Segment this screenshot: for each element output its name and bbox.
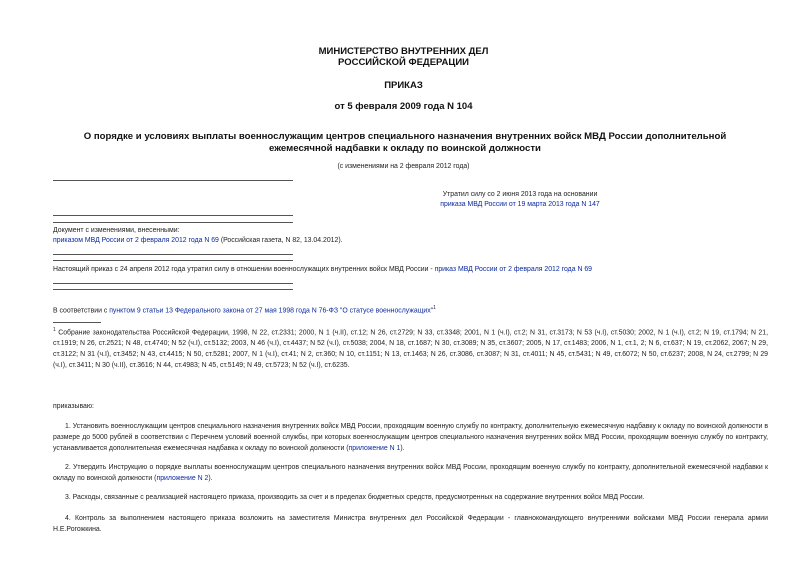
- footnote-text: Собрание законодательства Российской Федерации, 1998, N 22, ст.2331; 2000, N 1 (ч.II), ст.12; N 26, ст.2729; N 33, ст.3348; 2001, N 1 (ч.I), ст.2; N 31, ст.3173; N 53 (ч.I), ст.5030; 2002, N 1 (ч.I), ст.2; N 19, ст.1794; N 21, ст.1919; N 26, ст.2521; N 48, ст.4740; N 52 (ч.I), ст.5132; 2003, N 46 (ч.I), ст.4437; N 52 (ч.I), ст.5038; 2004, N 18, ст.1687; N 30, ст.3089; N 35, ст.3607; 2005, N 17, ст.1483; 2006, N 1, ст.1, 2; N 6, ст.637; N 19, ст.2062, 2067; N 29, ст.3122; N 31 (ч.I), ст.3452; N 43, ст.4415; N 50, ст.5281; 2007, N 1 (ч.I), ст.41; N 2, ст.360; N 10, ст.1151; N 13, ст.1463; N 26, ст.3086, ст.3087; N 31, ст.4011; N 45, ст.5431; N 49, ст.6072; N 50, ст.6237; 2008, N 24, ст.2799; N 29 (ч.I), ст.3411; N 30 (ч.II), ст.3616; N 44, ст.4983; N 45, ст.5149; N 49, ст.5723; N 52 (ч.I), ст.6235.: [53, 329, 768, 369]
- divider: [53, 289, 293, 290]
- basis-law-link[interactable]: пунктом 9 статьи 13 Федерального закона от 27 мая 1998 года N 76-ФЗ "О статусе военнослужащих": [109, 307, 434, 315]
- page-title: О порядке и условиях выплаты военнослужащим центров специального назначения внутренних войск МВД России дополнительной ежемесячной надбавки к окладу по воинской должности: [83, 131, 727, 154]
- item-2: [53, 463, 768, 485]
- basis-footnote-mark: 1: [433, 305, 436, 311]
- appendix-2-link[interactable]: приложение N 2: [156, 474, 209, 482]
- ministry-line-1: МИНИСТЕРСТВО ВНУТРЕННИХ ДЕЛ: [318, 46, 489, 57]
- item-1-text: 1. Установить военнослужащим центров специального назначения внутренних войск МВД России, проходящим военную службу по контракту, дополнительную ежемесячную надбавку к окладу по воинской должности в размере до 5000 рублей в соответствии с Перечнем условий военной службы, при которых военнослужащим центров специального назначения внутренних войск МВД России, проходящим военную службу по контракту, устанавливается дополнительная ежемесячная надбавка к окладу по воинской должности (: [53, 423, 768, 452]
- divider: [53, 222, 293, 223]
- divider: [53, 283, 293, 284]
- divider: [53, 260, 293, 261]
- item-2-end: ).: [208, 474, 213, 482]
- divider: [53, 254, 293, 255]
- date-number: от 5 февраля 2009 года N 104: [334, 101, 473, 112]
- amendments-label: Документ с изменениями, внесенными:: [53, 227, 180, 234]
- document-type: ПРИКАЗ: [384, 80, 423, 91]
- appendix-1-link[interactable]: приложение N 1: [348, 444, 401, 452]
- ministry-line-2: РОССИЙСКОЙ ФЕДЕРАЦИИ: [337, 57, 469, 68]
- footnote-mark: 1: [53, 327, 56, 333]
- order-word: приказываю:: [53, 403, 94, 410]
- footnote-divider: [53, 322, 101, 323]
- divider: [53, 180, 293, 181]
- amendments-block: [53, 226, 753, 246]
- lost-force-link[interactable]: приказ МВД России от 2 февраля 2012 года N 69: [434, 266, 592, 273]
- item-3: 3. Расходы, связанные с реализацией настоящего приказа, производить за счет и в пределах бюджетных средств, предусмотренных на содержание внутренних войск МВД России.: [65, 494, 645, 501]
- item-2-text: 2. Утвердить Инструкцию о порядке выплаты военнослужащим центров специального назначения внутренних войск МВД России, проходящим военную службу по контракту, дополнительной ежемесячной надбавки к окладу по воинской должности (: [53, 464, 768, 482]
- repeal-notice: [300, 190, 740, 210]
- lost-force-notice: [53, 265, 773, 275]
- amendments-link[interactable]: приказом МВД России от 2 февраля 2012 года N 69: [53, 237, 219, 244]
- basis-prefix: В соответствии с: [53, 307, 110, 315]
- divider: [53, 215, 293, 216]
- amendments-line: [53, 236, 753, 246]
- lost-force-text: Настоящий приказ с 24 апреля 2012 года утратил силу в отношении военнослужащих внутренних войск МВД России -: [53, 266, 435, 273]
- item-4: 4. Контроль за выполнением настоящего приказа возложить на заместителя Министра внутренних дел Российской Федерации - главнокомандующего внутренними войсками МВД России генерала армии Н.Е.Рогожкина.: [53, 515, 768, 533]
- repeal-text: Утратил силу со 2 июня 2013 года на основании: [442, 191, 598, 198]
- basis-paragraph: [53, 303, 773, 316]
- amendments-source: (Российская газета, N 82, 13.04.2012).: [218, 237, 343, 244]
- footnote: [53, 325, 768, 371]
- item-1: [53, 422, 768, 454]
- repeal-link[interactable]: приказа МВД России от 19 марта 2013 года N 147: [440, 201, 600, 208]
- item-1-end: ).: [400, 444, 405, 452]
- amended-note: (с изменениями на 2 февраля 2012 года): [337, 163, 470, 170]
